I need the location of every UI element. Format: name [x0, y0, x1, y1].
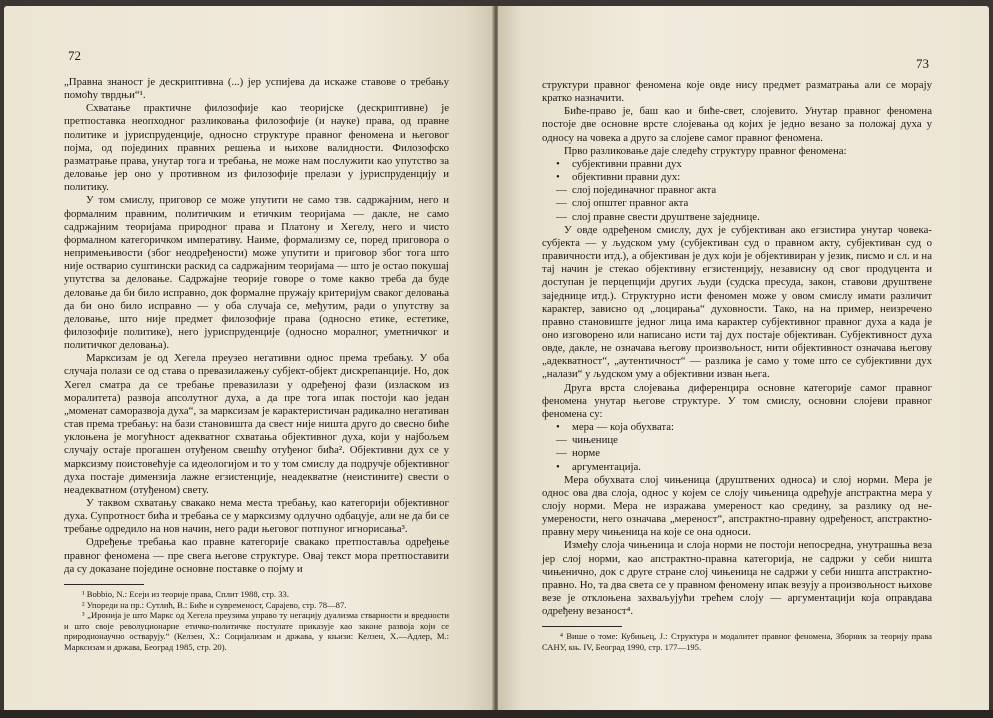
list-item-text: објективни правни дух:	[572, 171, 681, 184]
layers-list	[542, 421, 932, 474]
list-item	[542, 421, 932, 434]
paragraph: Мера обухвата слој чињеница (друштвених односа) и слој норми. Мера је однос ова два слоја, однос у којем се слоју чињеница одређује апстрактна мера у слоју норми. Мера не изражава умереност као средину, за разлику од не-умерености, него означава „мереност“, апстрактно-правну одређеност, апстрактно-правну меру чињеница на које се она односи.	[542, 473, 932, 539]
paragraph: Између слоја чињеница и слоја норми не постоји непосредна, унутрашња веза јер слој норми, као апстрактно-правна категорија, не садржи у себи ништа чињенично, док с друге стране слој чињеница не садржи у себи ништа апстрактно-правно. Но, та два света се у правном феномену ипак везују а произвољност њихове везе је отклоњена захваљујући трећем слоју — аргументацији која оправдава одређену везаност⁴.	[542, 539, 932, 618]
dash-mark: —	[556, 184, 567, 197]
footnotes	[64, 589, 449, 653]
footnote: ³ „Иронија је што Маркс од Хегела преузима управо ту негацију дуализма стварности и вредности и што своје револуционарне етичко-политичке постулате приказује као законе развоја који се природнонаучно остварују.“ (Келзен, Х.: Социјализам и држава, у књизи: Келзен, Х.—Адлер, М.: Марксизам и држава, Београд 1985, стр. 20).	[64, 610, 449, 652]
left-page-number: 72	[68, 48, 81, 63]
structure-list	[542, 158, 932, 224]
dash-mark: —	[556, 197, 567, 210]
paragraph: У овде одређеном смислу, дух је субјективан ако егзистира унутар човека-субјекта — у људском уму (субјективан суд о правном акту, субјективан суд о правичности итд.), а објективан је дух који је објективиран у језик, писмо и сл. и на тај начин је стекао објективну егзистенцију, независну од свог продуцента и доступан је перцепцији других људи (судска пресуда, закон, ставови друштвене заједнице итд.). Структурно исти феномен може у овом смислу имати различит карактер, зависно од „лоцирања“ духовности. Тако, на на пример, неизречено правно становиште једног лица има карактер субјективног правног духа а када је оно изговорено или написано исти тај дух постаје објективан. Субјективност духа овде, дакле, не означава његову произвољност, нити објективност означава његову „адекватност“, „аутентичност“ — разлика је само у томе што се субјективни дух „налази“ у људском уму а објективни изван њега.	[542, 223, 932, 381]
footnote-rule	[64, 584, 144, 585]
footnote: ¹ Bobbio, N.: Есеји из теорије права, Сплит 1988, стр. 33.	[82, 588, 289, 599]
paragraph: Прво разликовање даје следећу структуру правног феномена:	[564, 144, 847, 157]
footnote: ⁴ Више о томе: Кубињец, Ј.: Структура и модалитет правног феномена, Зборник за теорију права САНУ, књ. IV, Београд 1990, стр. 177—195.	[542, 631, 932, 652]
list-item-text: норме	[572, 447, 601, 460]
footnote-rule	[542, 626, 622, 627]
paragraph: У том смислу, приговор се може упутити не само тзв. садржајним, него и формалним правним, политичким и етичким теоријама — дакле, не само садржајним теоријама природног права и Платону и Хегелу, него и чисто формалном категоричком императиву. Наиме, формализму се, поред приговора о непримењивости (због неодређености) може упутити и приговор због тога што није остварио суштински раскид са садржајним теоријама — што је остао покушај упутства за деловање. Садржајне теорије говоре о томе какво треба да буде деловање да би било исправно, док формалне пружају критеријум сваког деловања да би оно било исправно — у оба случаја се, међутим, ради о упутству за деловање, што није предмет филозофије права (односно етике, естетике, филозофије политике), него јуриспруденције (односно моралног, уметничког и политичког деловања).	[64, 194, 449, 352]
right-page-number: 73	[916, 56, 929, 71]
list-item	[542, 184, 932, 197]
bullet-mark: •	[556, 421, 560, 434]
footnotes	[542, 631, 932, 652]
paragraph: „Правна знаност је дескриптивна (...) јер успијева да искаже ставове о требању помоћу тврдњи“¹.	[64, 76, 449, 102]
paragraph: Друга врста слојевања диференцира основне категорије самог правног феномена унутар његове структуре. У том смислу, основни слојеви правног феномена су:	[542, 381, 932, 420]
list-item	[542, 211, 932, 224]
bullet-mark: •	[556, 460, 560, 473]
dash-mark: —	[556, 434, 567, 447]
bottom-shadow	[0, 710, 993, 718]
bullet-mark: •	[556, 171, 560, 184]
list-item	[542, 434, 932, 447]
paragraph: У таквом схватању свакако нема места требању, као категорији објективног духа. Супротност бића и требања се у марксизму одлучно одбацује, али не да би се требање одредило на нов начин, него ради његовог потпуног игнорисања³.	[64, 497, 449, 536]
footnote: ² Упореди на пр.: Сутлић, В.: Биће и сувременост, Сарајево, стр. 78—87.	[82, 599, 347, 610]
paragraph: Одређење требања као правне категорије свакако претпоставља одређење правног феномена — пре свега његове структуре. Овај текст мора претпоставити да су доказане поједине основне поставке о појму и	[64, 536, 449, 575]
list-item	[542, 171, 932, 184]
paragraph: Схватање практичне филозофије као теоријске (дескриптивне) је претпоставка неопходног разликовања филозофије (и науке) права, од правне политике и јуриспруденције, односно структуре правног феномена и његовог појма, од појединих правних решења и њихове валидности. Филозофско разматрање права, унутар тога и требања, не може нам послужити као упутство за деловање јер оно у противном из филозофије прелази у јуриспруденцију и политику.	[64, 102, 449, 194]
list-item-text: слој општег правног акта	[572, 197, 689, 210]
list-item-text: мера — која обухвата:	[572, 421, 674, 434]
right-page-text	[542, 79, 932, 653]
list-item	[542, 461, 932, 474]
list-item-text: чињенице	[572, 434, 618, 447]
list-item	[542, 197, 932, 210]
list-item	[542, 158, 932, 171]
list-item	[542, 447, 932, 460]
right-page	[498, 6, 989, 712]
list-item-text: слој појединачног правног акта	[572, 184, 717, 197]
bullet-mark: •	[556, 157, 560, 170]
list-item-text: слој правне свести друштвене заједнице.	[572, 210, 760, 223]
paragraph: Марксизам је од Хегела преузео негативни однос према требању. У оба случаја полази се од става о превазилажењу субјект-објект дискрепанције. Но, док Хегел сматра да се требање превазилази у одређеној фази (изласком из моралитета) развоја апсолутног духа, а да пре тога ипак постоји као један „моменат саморазвоја духа“, за марксизам је карактеристичан радикално негативан став према требању: на бази становишта да свест није ништа друго до свесно биће уклоњена је могућност адекватног схватања објективног духа, који у најбољем случају остаје прогашен отуђеном свешћу отуђеног бића². Објективни дух се у марксизму поистовећује са идеологијом и то у том смислу да подручје објективног духа постаје димензија лажне егзистенције, неадекватне (неистините) свести о неадекватном (отуђеном) свету.	[64, 352, 449, 496]
paragraph: Биће-право је, баш као и биће-свет, слојевито. Унутар правног феномена постоје две основне врсте слојевања од којих је једно везано за положај духа у односу на човека а друго за слојеве самог правног феномена.	[542, 105, 932, 144]
left-page	[4, 6, 494, 712]
paragraph: структури правног феномена које овде нису предмет разматрања али се морају кратко назначити.	[542, 79, 932, 105]
list-item-text: субјективни правни дух	[572, 157, 682, 170]
dash-mark: —	[556, 447, 567, 460]
dash-mark: —	[556, 210, 567, 223]
list-item-text: аргументација.	[572, 460, 641, 473]
left-page-text	[64, 76, 449, 653]
